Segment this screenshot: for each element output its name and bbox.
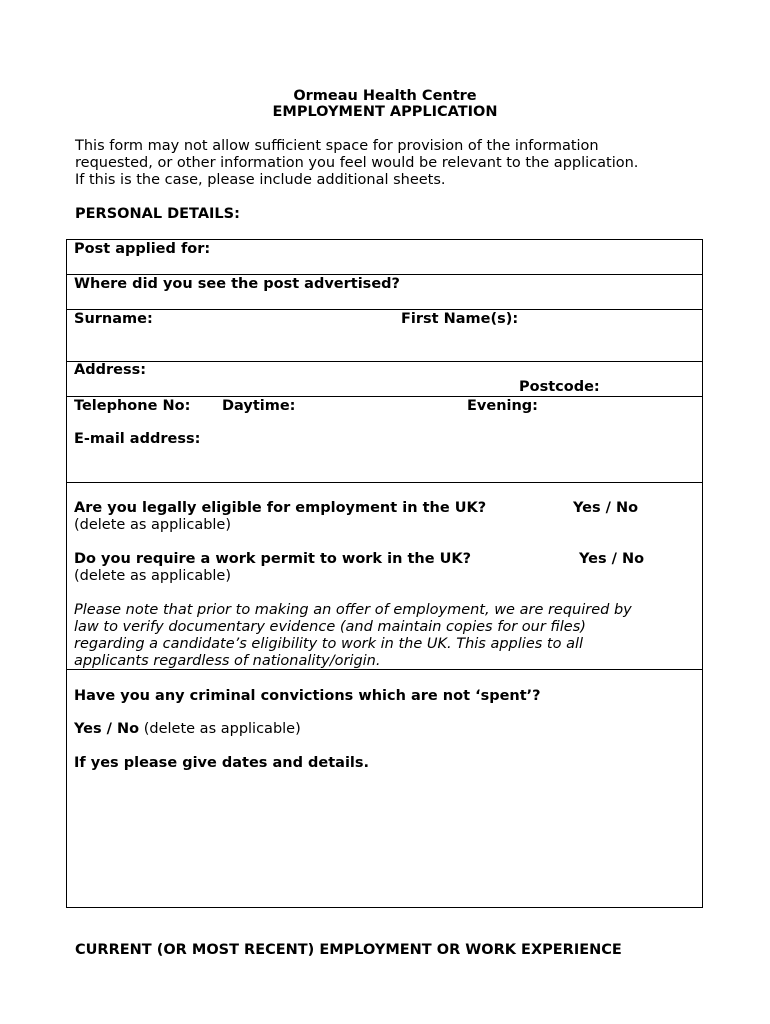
eligibility-note: (delete as applicable) (74, 517, 232, 533)
verification-notice-line: law to verify documentary evidence (and maintain copies for our files) (74, 619, 586, 635)
organization-name: Ormeau Health Centre (293, 88, 477, 104)
post-applied-field[interactable]: Post applied for: (74, 241, 211, 257)
work-permit-note: (delete as applicable) (74, 568, 232, 584)
row-divider (66, 309, 703, 310)
convictions-question: Have you any criminal convictions which are not ‘spent’? (74, 688, 541, 704)
row-divider (66, 396, 703, 397)
where-advertised-field[interactable]: Where did you see the post advertised? (74, 276, 400, 292)
work-permit-question: Do you require a work permit to work in the UK? (74, 551, 472, 567)
verification-notice-line: regarding a candidate’s eligibility to work in the UK. This applies to all (74, 636, 584, 652)
intro-line: This form may not allow sufficient space for provision of the information (75, 138, 599, 154)
convictions-answer-note: (delete as applicable) (139, 721, 301, 737)
eligibility-yes-no-option[interactable]: Yes / No (573, 500, 639, 516)
work-permit-yes-no-option[interactable]: Yes / No (579, 551, 645, 567)
evening-phone-field[interactable]: Evening: (467, 398, 538, 414)
verification-notice-line: applicants regardless of nationality/origin. (74, 653, 381, 669)
intro-line: If this is the case, please include additional sheets. (75, 172, 446, 188)
convictions-yes-no-option[interactable]: Yes / No (74, 721, 140, 737)
employment-heading: CURRENT (OR MOST RECENT) EMPLOYMENT OR WORK EXPERIENCE (75, 942, 622, 958)
verification-notice-line: Please note that prior to making an offer of employment, we are required by (74, 602, 632, 618)
convictions-details-prompt: If yes please give dates and details. (74, 755, 370, 771)
row-divider (66, 482, 703, 483)
telephone-label: Telephone No: (74, 398, 191, 414)
convictions-answer-row (74, 721, 301, 738)
surname-field[interactable]: Surname: (74, 311, 153, 327)
intro-paragraph (75, 138, 715, 189)
form-title: EMPLOYMENT APPLICATION (272, 104, 498, 120)
address-field[interactable]: Address: (74, 362, 147, 378)
row-divider (66, 274, 703, 275)
eligibility-question: Are you legally eligible for employment in the UK? (74, 500, 487, 516)
email-field[interactable]: E-mail address: (74, 431, 201, 447)
convictions-details-area[interactable] (70, 776, 698, 904)
row-divider (66, 361, 703, 362)
first-names-field[interactable]: First Name(s): (401, 311, 519, 327)
daytime-phone-field[interactable]: Daytime: (222, 398, 296, 414)
intro-line: requested, or other information you feel would be relevant to the application. (75, 155, 639, 171)
personal-details-heading: PERSONAL DETAILS: (75, 206, 240, 222)
postcode-field[interactable]: Postcode: (519, 379, 600, 395)
